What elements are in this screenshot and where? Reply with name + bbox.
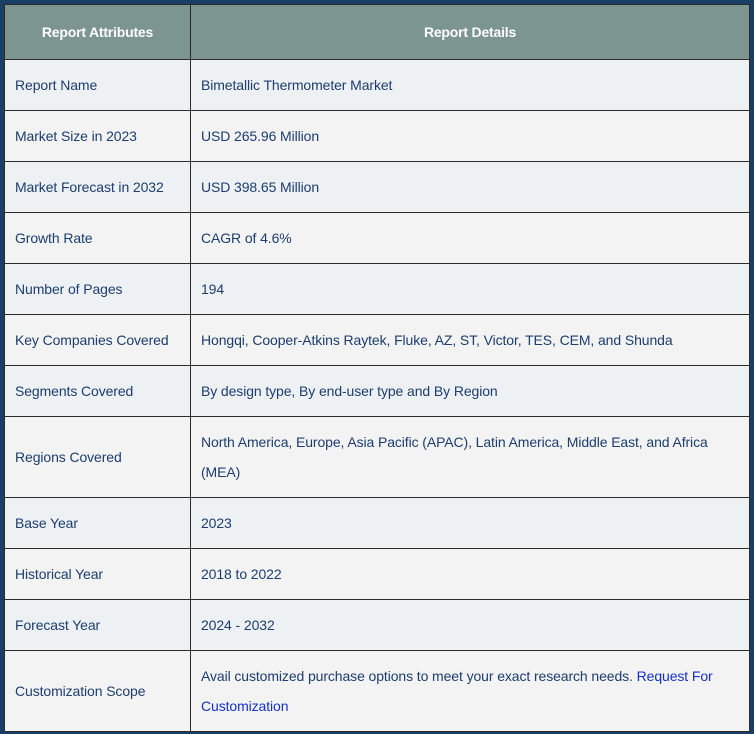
table-row: [5, 600, 750, 651]
row-attribute: Market Size in 2023: [5, 111, 191, 162]
row-detail: Hongqi, Cooper-Atkins Raytek, Fluke, AZ, ST, Victor, TES, CEM, and Shunda: [191, 315, 750, 366]
row-attribute: Forecast Year: [5, 600, 191, 651]
row-detail: 2023: [191, 498, 750, 549]
table-row: [5, 366, 750, 417]
table-row: [5, 213, 750, 264]
row-attribute: Number of Pages: [5, 264, 191, 315]
row-detail: CAGR of 4.6%: [191, 213, 750, 264]
row-attribute: Market Forecast in 2032: [5, 162, 191, 213]
row-attribute: Historical Year: [5, 549, 191, 600]
row-attribute: Base Year: [5, 498, 191, 549]
row-attribute: Growth Rate: [5, 213, 191, 264]
request-customization-link[interactable]: Request For Customization: [201, 668, 713, 714]
table-row: [5, 264, 750, 315]
row-detail: 2018 to 2022: [191, 549, 750, 600]
table-row: [5, 162, 750, 213]
row-attribute: Report Name: [5, 60, 191, 111]
table-header-row: [5, 5, 750, 60]
row-detail: By design type, By end-user type and By Region: [191, 366, 750, 417]
row-detail: Bimetallic Thermometer Market: [191, 60, 750, 111]
table-row: [5, 111, 750, 162]
table-row: [5, 498, 750, 549]
row-detail: 2024 - 2032: [191, 600, 750, 651]
row-detail: USD 398.65 Million: [191, 162, 750, 213]
row-detail-customization: [191, 651, 750, 732]
customization-text: Avail customized purchase options to meet your exact research needs.: [201, 668, 633, 684]
row-attribute: Key Companies Covered: [5, 315, 191, 366]
row-detail: USD 265.96 Million: [191, 111, 750, 162]
row-attribute: Segments Covered: [5, 366, 191, 417]
row-detail: 194: [191, 264, 750, 315]
row-attribute: Regions Covered: [5, 417, 191, 498]
header-report-attributes: Report Attributes: [5, 5, 191, 60]
table-row: [5, 651, 750, 732]
row-detail: North America, Europe, Asia Pacific (APAC), Latin America, Middle East, and Africa (MEA): [191, 417, 750, 498]
report-table: [4, 4, 750, 732]
table-row: [5, 417, 750, 498]
table-row: [5, 315, 750, 366]
table-row: [5, 549, 750, 600]
header-report-details: Report Details: [191, 5, 750, 60]
row-attribute: Customization Scope: [5, 651, 191, 732]
table-row: [5, 60, 750, 111]
